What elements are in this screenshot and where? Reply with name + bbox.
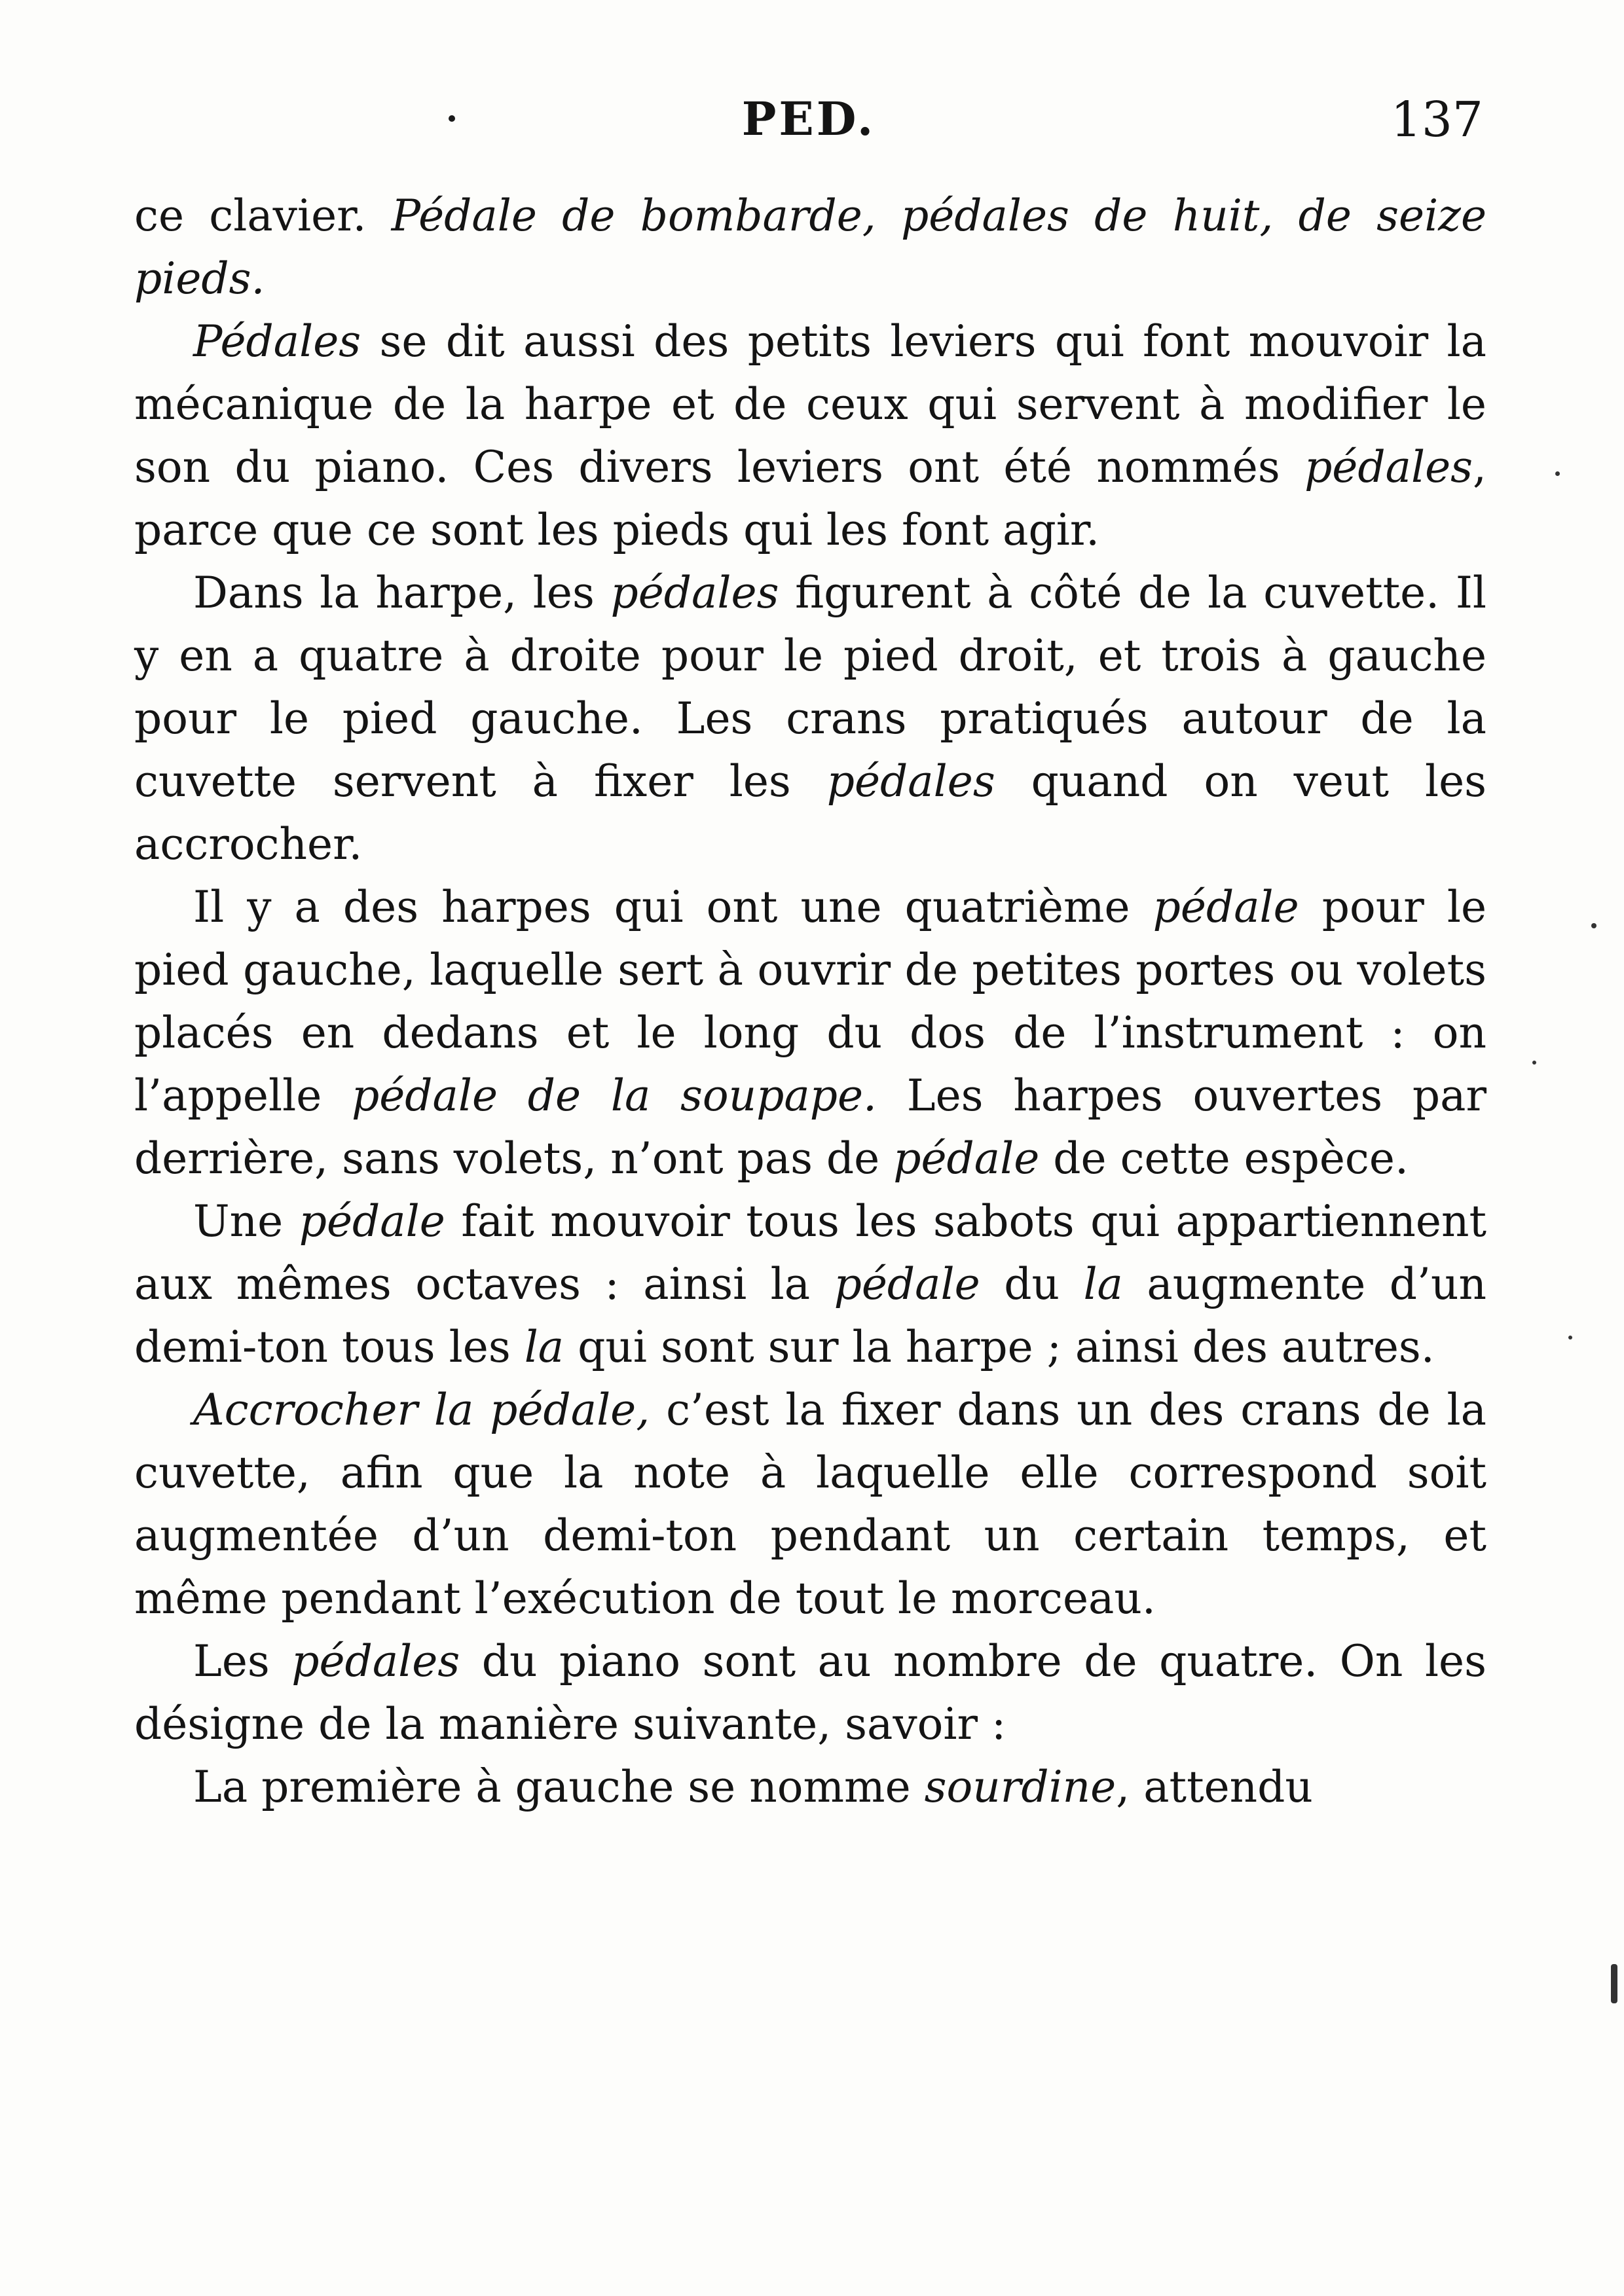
paragraph	[134, 1379, 1486, 1630]
italic-text: pédales	[291, 1636, 460, 1686]
body-text-segment: , attendu	[1116, 1762, 1313, 1812]
body-text-segment: pour le pied gauche, laquelle sert à ouvrir de petites portes ou volets placés en dedans et le long du dos de l’instrument : on l’appelle	[134, 882, 1487, 1121]
body-text-segment: qui sont sur la harpe ; ainsi des autres.	[564, 1322, 1435, 1372]
body-text-segment: figurent à côté de la cuvette. Il y en a quatre à droite pour le pied droit, et trois à gauche pour le pied gauche. Les crans pratiqués autour de la cuvette servent à fixer les	[134, 568, 1486, 807]
body-text-segment: Il y a des harpes qui ont une quatrième	[193, 882, 1153, 932]
italic-text: sourdine	[924, 1762, 1116, 1812]
body-text-segment: Les harpes ouvertes par derrière, sans volets, n’ont pas de	[134, 1070, 1486, 1184]
italic-text: la	[1083, 1259, 1123, 1309]
italic-text: pédales	[610, 568, 779, 618]
italic-text: la	[524, 1322, 564, 1372]
italic-text: pédale de la soupape.	[352, 1070, 877, 1121]
ink-speck	[1611, 1964, 1617, 2003]
body-text-segment: Dans la harpe, les	[193, 568, 611, 618]
body-text	[134, 185, 1486, 1819]
italic-text: pédale	[893, 1133, 1040, 1184]
body-text-segment: augmente d’un demi-ton tous les	[134, 1259, 1486, 1372]
ink-speck	[1568, 1336, 1572, 1339]
ink-speck	[1591, 923, 1596, 928]
paragraph	[134, 876, 1486, 1190]
page-number: 137	[1390, 92, 1483, 148]
italic-text: pédale	[299, 1196, 445, 1247]
ink-speck	[1555, 471, 1560, 476]
italic-text: Accrocher la pédale,	[193, 1385, 650, 1435]
paragraph	[134, 562, 1486, 876]
running-header	[134, 92, 1483, 164]
body-text-segment: quand on veut les accrocher.	[134, 756, 1487, 869]
body-text-segment: c’est la fixer dans un des crans de la cuvette, afin que la note à laquelle elle correspond soit augmentée d’un demi-ton pendant un certain temps, et même pendant l’exécution de tout le morceau.	[134, 1385, 1486, 1624]
body-text-segment: du piano sont au nombre de quatre. On les désigne de la manière suivante, savoir :	[134, 1636, 1486, 1749]
italic-text: pédale	[834, 1259, 980, 1309]
body-text-segment: fait mouvoir tous les sabots qui appartiennent aux mêmes octaves : ainsi la	[134, 1196, 1487, 1309]
body-text-segment: de cette espèce.	[1039, 1133, 1409, 1184]
body-text-segment: ce clavier.	[134, 191, 392, 241]
italic-text: pédales	[826, 756, 995, 807]
body-text-segment: Les	[193, 1636, 292, 1686]
paragraph	[134, 1630, 1486, 1756]
italic-text: pédales	[1304, 442, 1473, 492]
body-text-segment: se dit aussi des petits leviers qui font mouvoir la mécanique de la harpe et de ceux qui servent à modifier le son du piano. Ces divers leviers ont été nommés	[134, 316, 1486, 492]
body-text-segment: Une	[193, 1196, 299, 1247]
italic-text: Pédale de bombarde, pédales de huit, de seize pieds.	[134, 191, 1487, 304]
ink-speck	[1532, 1061, 1536, 1065]
paragraph	[134, 185, 1486, 310]
paragraph	[134, 310, 1486, 562]
running-head-title: PED.	[741, 92, 876, 146]
body-text-segment: La première à gauche se nomme	[193, 1762, 925, 1812]
paragraph	[134, 1756, 1486, 1819]
italic-text: pédale	[1153, 882, 1299, 932]
paragraph	[134, 1190, 1486, 1379]
body-text-segment: du	[980, 1259, 1084, 1309]
body-text-segment: , parce que ce sont les pieds qui les font agir.	[134, 442, 1486, 555]
italic-text: Pédales	[193, 316, 361, 367]
